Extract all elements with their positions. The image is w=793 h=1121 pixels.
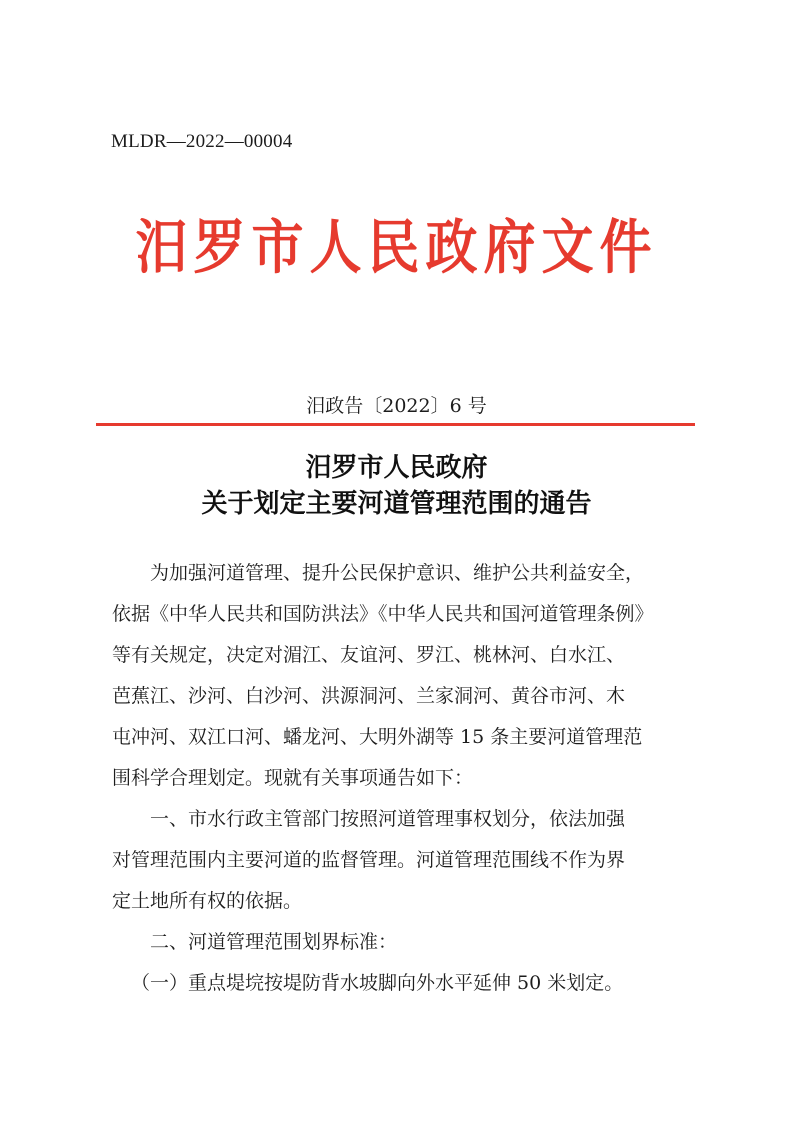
item-1-paragraph [112,799,688,922]
masthead-title: 汨罗市人民政府文件 [135,215,658,283]
paragraph-line: （一）重点堤垸按堤防背水坡脚向外水平延伸 50 米划定。 [131,972,624,994]
paragraph-line: 定土地所有权的依据。 [112,890,303,912]
paragraph-line: 围科学合理划定。现就有关事项通告如下： [112,767,474,789]
notice-title [0,450,793,522]
item-2-subitem-1 [112,963,688,1004]
reference-number: 汨政告〔2022〕6 号 [306,395,487,417]
intro-paragraph [112,553,688,799]
notice-body [112,553,688,1004]
document-number: MLDR—2022—00004 [111,131,293,152]
paragraph-line: 依据《中华人民共和国防洪法》《中华人民共和国河道管理条例》 [112,603,654,625]
notice-title-line-1: 汨罗市人民政府 [305,453,488,483]
paragraph-line: 二、河道管理范围划界标准： [150,931,398,953]
notice-title-line-2: 关于划定主要河道管理范围的通告 [201,489,592,519]
paragraph-line: 为加强河道管理、提升公民保护意识、维护公共利益安全， [150,562,645,584]
paragraph-line: 芭蕉江、沙河、白沙河、洪源洞河、兰家洞河、黄谷市河、木 [112,685,626,707]
paragraph-line: 一、市水行政主管部门按照河道管理事权划分，依法加强 [150,808,626,830]
paragraph-line: 屯冲河、双江口河、蟠龙河、大明外湖等 15 条主要河道管理范 [112,726,643,748]
item-2-heading [112,922,688,963]
red-divider-rule [96,423,695,426]
paragraph-line: 等有关规定，决定对湄江、友谊河、罗江、桃林河、白水江、 [112,644,626,666]
paragraph-line: 对管理范围内主要河道的监督管理。河道管理范围线不作为界 [112,849,626,871]
